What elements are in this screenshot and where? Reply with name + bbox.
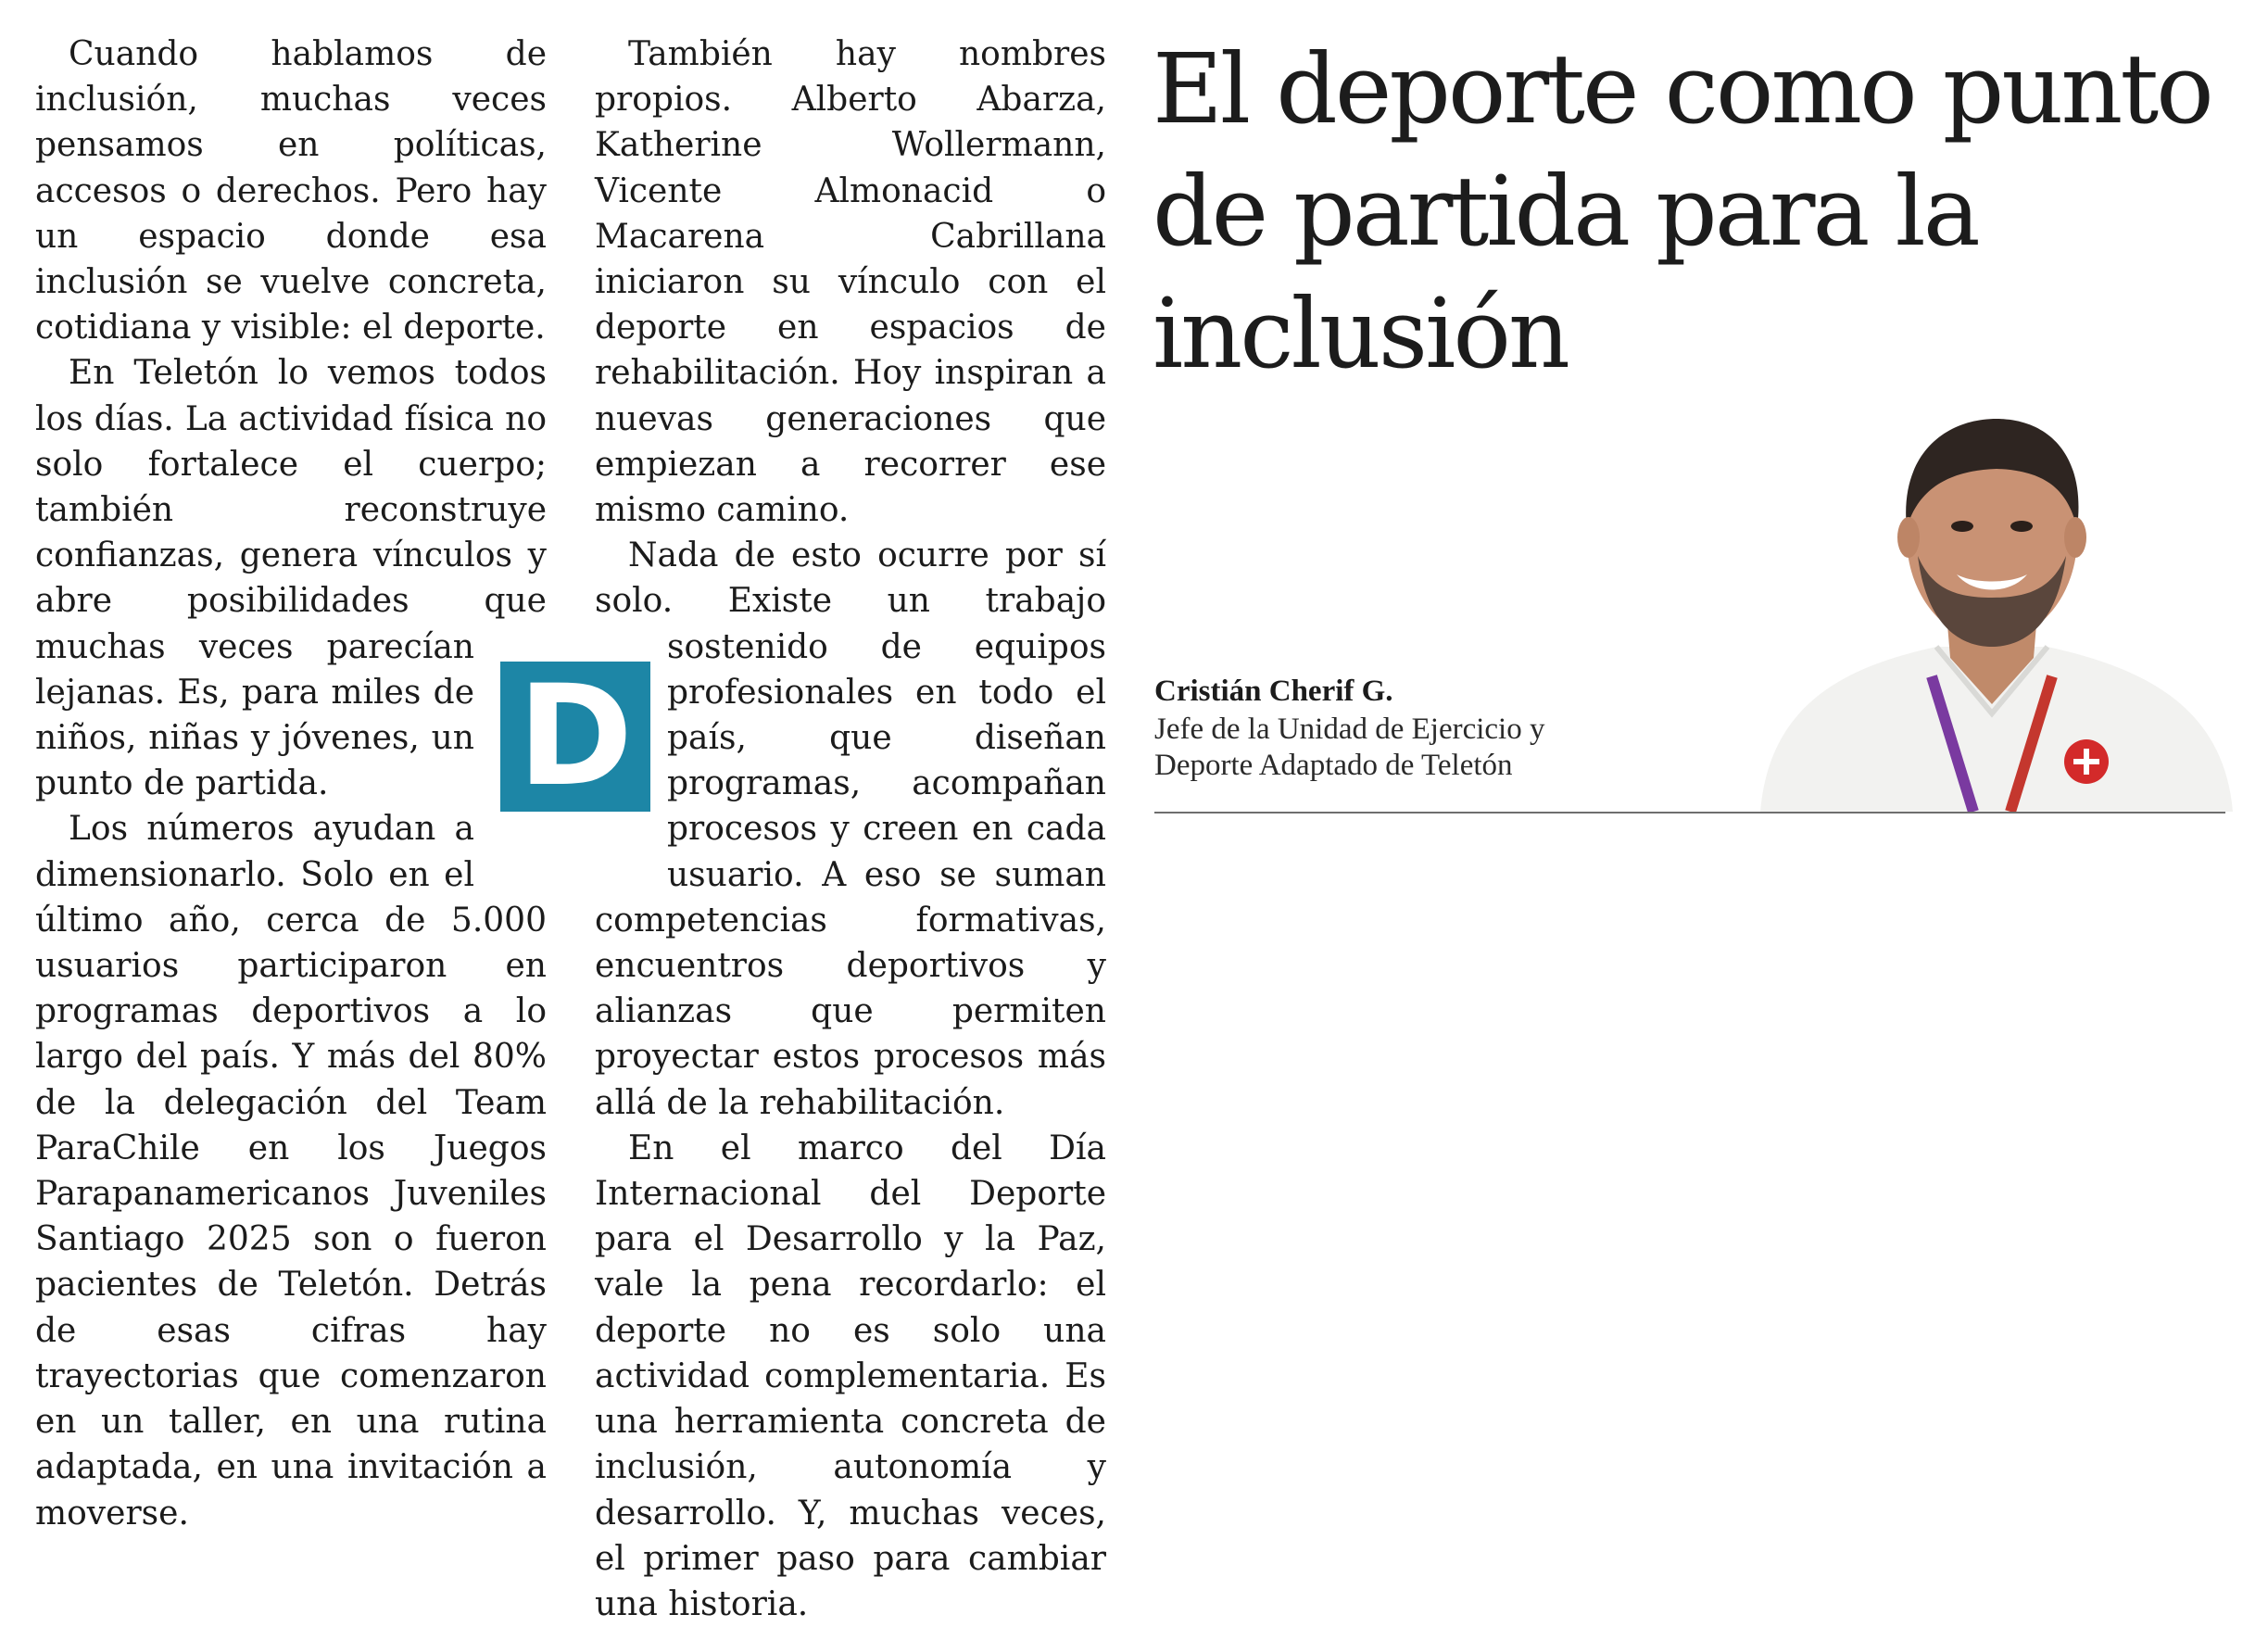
paragraph-1: Cuando hablamos de inclusión, muchas veces pensamos en políticas, accesos o derechos. Pero hay un espacio donde esa inclusión se vuelve concreta, cotidiana y visible: el deporte. (35, 35, 547, 347)
headline: El deporte como punto de partida para la inclusión (1153, 32, 2211, 390)
paragraph-4: También hay nombres propios. Alberto Abarza, Katherine Wollermann, Vicente Almonacid o Macarena Cabrillana iniciaron su vínculo con el deporte en espacios de rehabilitación. Hoy inspiran a nuevas generaciones que empiezan a recorrer ese mismo camino. (595, 35, 1106, 530)
paragraph-6: En el marco del Día Internacional del Deporte para el Desarrollo y la Paz, vale la pena recordarlo: el deporte no es solo una actividad complementaria. Es una herramienta concreta de inclusión, autonomía y desarrollo. Y, muchas veces, el primer paso para cambiar una historia. (595, 1129, 1106, 1623)
dropcap-badge: D (500, 662, 650, 812)
author-role: Jefe de la Unidad de Ejercicio y Deporte Adaptado de Teletón (1154, 713, 1545, 782)
author-name: Cristián Cherif G. (1154, 675, 1393, 708)
article-column-2 (595, 32, 1106, 1627)
separator-rule (1154, 812, 2225, 814)
paragraph-5: Nada de esto ocurre por sí solo. Existe un trabajo sostenido de equipos profesionales en todo el país, que diseñan programas, acompañan procesos y creen en cada usuario. A eso se suman competencias formativas, encuentros deportivos y alianzas que permiten proyectar estos procesos más allá de la rehabilitación. (595, 536, 1106, 1122)
author-photo (1742, 398, 2242, 812)
paragraph-2: En Teletón lo vemos todos los días. La actividad física no solo fortalece el cuerpo; también reconstruye confianzas, genera vínculos y abre posibilidades que muchas veces parecían lejanas. Es, para miles de niños, niñas y jóvenes, un punto de partida. (35, 354, 547, 803)
article-column-1 (35, 32, 547, 1536)
paragraph-3: Los números ayudan a dimensionarlo. Solo en el último año, cerca de 5.000 usuarios participaron en programas deportivos a lo largo del país. Y más del 80% de la delegación del Team ParaChile en los Juegos Parapanamericanos Juveniles Santiago 2025 son o fueron pacientes de Teletón. Detrás de esas cifras hay trayectorias que comenzaron en un taller, en una rutina adaptada, en una invitación a moverse. (35, 810, 547, 1532)
